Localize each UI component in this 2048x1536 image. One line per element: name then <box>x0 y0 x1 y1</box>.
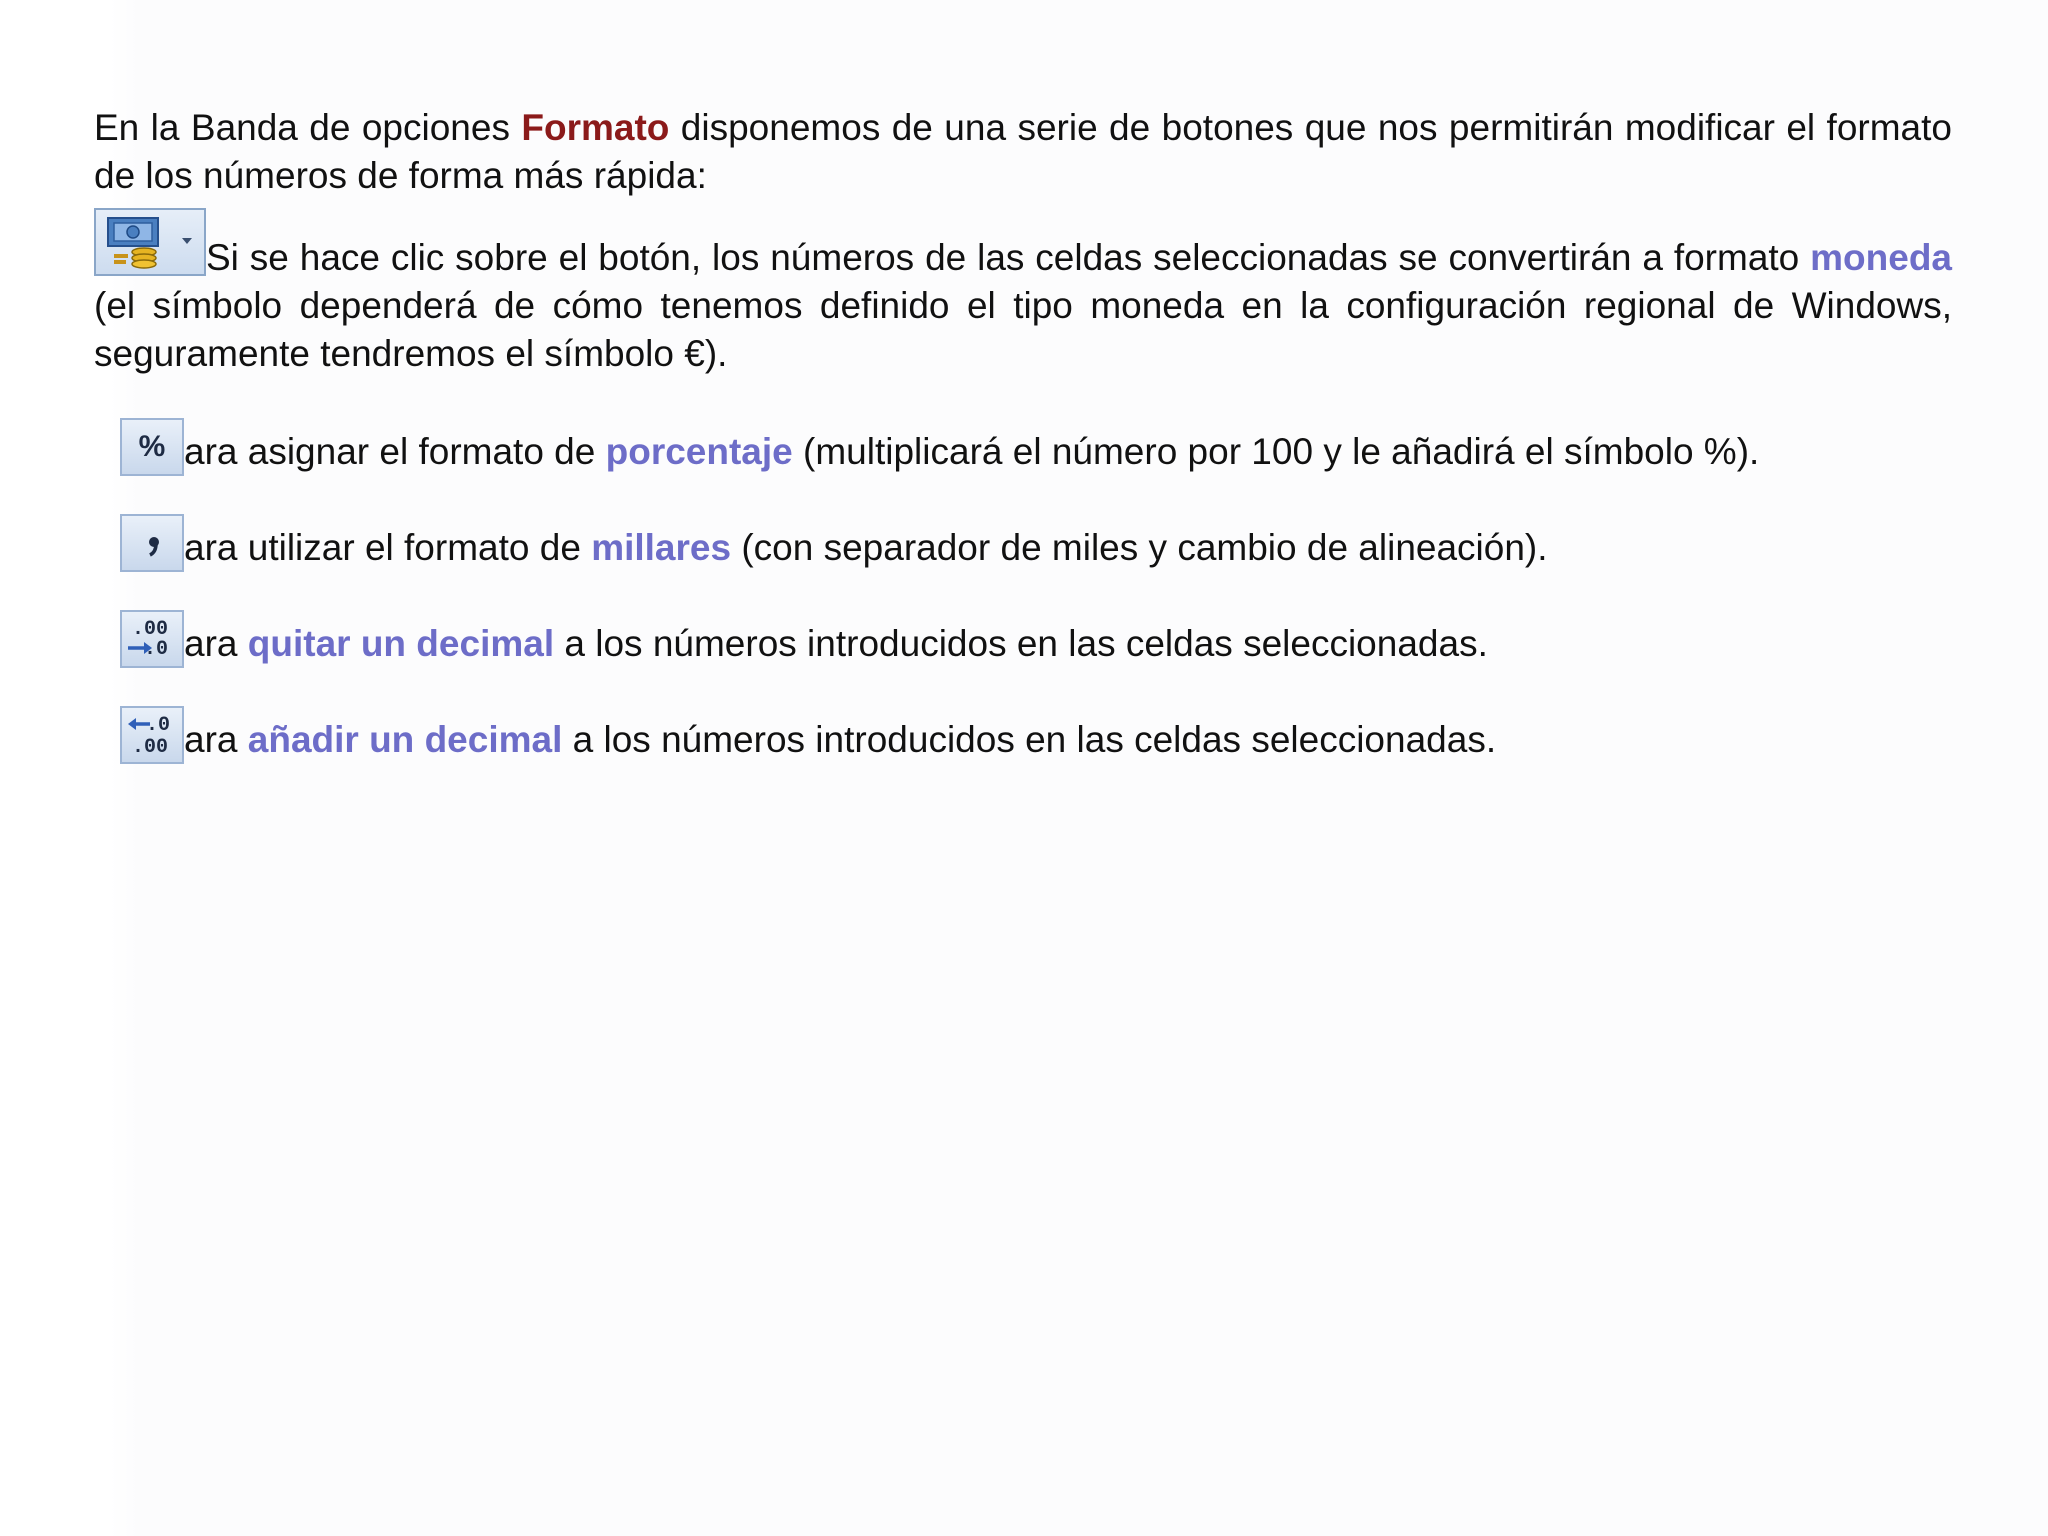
comma-style-icon[interactable] <box>120 514 184 572</box>
svg-text:.0: .0 <box>143 638 168 662</box>
thousands-description <box>184 527 1548 568</box>
percent-glyph: % <box>138 430 166 464</box>
intro-paragraph <box>94 104 1952 200</box>
list-item-percent <box>120 426 1952 474</box>
percent-style-icon[interactable] <box>120 418 184 476</box>
increase-suffix: a los números introducidos en las celdas seleccionadas. <box>562 719 1497 761</box>
currency-format-icon[interactable] <box>94 208 206 276</box>
thousands-suffix: (con separador de miles y cambio de alineación). <box>731 527 1548 569</box>
list-item-thousands <box>120 522 1952 570</box>
decrease-decimal-icon[interactable] <box>120 610 184 668</box>
increase-decimal-icon[interactable] <box>120 706 184 764</box>
currency-text-after: (el símbolo dependerá de cómo tenemos definido el tipo moneda en la configuración regional de Windows, seguramente tendremos el símbolo €). <box>94 285 1952 374</box>
currency-text-before: Si se hace clic sobre el botón, los números de las celdas seleccionadas se convertirán a formato <box>206 237 1811 278</box>
thousands-prefix: ara utilizar el formato de <box>184 527 592 569</box>
increase-prefix: ara <box>184 719 248 761</box>
svg-text:.0: .0 <box>145 714 170 738</box>
list-item-increase-decimal <box>120 714 1952 762</box>
svg-text:.00: .00 <box>131 618 168 642</box>
anadir-decimal-keyword: añadir un decimal <box>247 719 563 761</box>
currency-paragraph <box>94 230 1952 378</box>
svg-text:.00: .00 <box>131 736 168 760</box>
decrease-decimal-description <box>184 623 1488 664</box>
millares-keyword: millares <box>591 527 732 569</box>
decrease-prefix: ara <box>184 623 248 665</box>
moneda-keyword: moneda <box>1810 237 1952 278</box>
percent-description <box>184 431 1759 472</box>
porcentaje-keyword: porcentaje <box>605 431 793 473</box>
list-item-decrease-decimal <box>120 618 1952 666</box>
document-content <box>94 104 1952 762</box>
intro-text-before: En la Banda de opciones <box>94 107 522 148</box>
decrease-suffix: a los números introducidos en las celdas seleccionadas. <box>554 623 1488 665</box>
increase-decimal-description <box>184 719 1496 760</box>
percent-prefix: ara asignar el formato de <box>184 431 606 473</box>
intro-text-after: disponemos de una serie de botones que nos permitirán modificar el formato de los números de forma más rápida: <box>94 107 1952 196</box>
percent-suffix: (multiplicará el número por 100 y le añadirá el símbolo %). <box>792 431 1760 473</box>
quitar-decimal-keyword: quitar un decimal <box>247 623 555 665</box>
formato-highlight: Formato <box>521 107 670 148</box>
